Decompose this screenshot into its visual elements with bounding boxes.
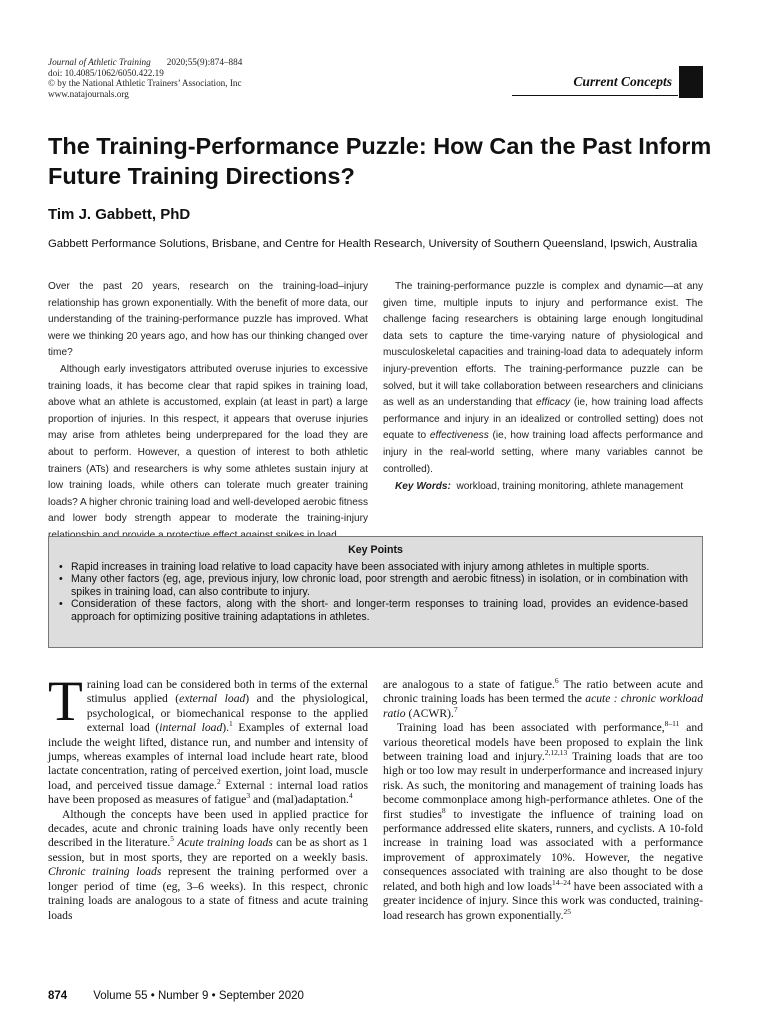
- key-point-item: • Rapid increases in training load relative to load capacity have been associated with injury among athletes in multiple sports.: [71, 561, 688, 574]
- key-points-box: [48, 536, 703, 648]
- abstract-paragraph: Although early investigators attributed overuse injuries to excessive training loads, it has become clear that rapid spikes in training load, above what an athlete is accustomed, explain (at least in part) a large proportion of injuries. In this respect, it appears that overuse injuries may arise from athletes being underprepared for the load they are about to perform. However, a question of interest to both athletic trainers (ATs) and researchers is why some athletes sustain injury at low training loads, while others can tolerate much greater training loads? A higher chronic training load and well-developed aerobic fitness and lower body strength appear to moderate the training-injury: [48, 363, 368, 525]
- key-point-item: • Consideration of these factors, along with the short- and longer-term responses to training load, provides an evidence-based approach for optimizing positive training adaptations in athletes.: [71, 598, 688, 623]
- author-name: Tim J. Gabbett, PhD: [48, 206, 191, 223]
- copyright: © by the National Athletic Trainers’ Association, Inc: [48, 78, 242, 89]
- issue-info: Volume 55 • Number 9 • September 2020: [93, 990, 304, 1002]
- body-paragraph: Although the concepts have been used in applied practice for decades, acute and chronic training loads have only recently been described in the literature.$^5$ Acute training loads can be as short as 1 session, but in most sports, they are reported on a weekly basis. Chronic training loads represent the training performed over a longer period of time (eg, 3–6 weeks). In this respect, chronic training loads are analogous to a state of fitness and acute training loads: [48, 807, 368, 922]
- keywords-label: Key Words:: [395, 481, 451, 493]
- doi: doi: 10.4085/1062/6050.422.19: [48, 67, 164, 78]
- body-right-column: [383, 678, 703, 923]
- key-points-heading: Key Points: [348, 544, 403, 556]
- abstract-right-column: [383, 279, 703, 496]
- key-points-list: [49, 561, 702, 624]
- keywords: [383, 479, 703, 496]
- section-label: Current Concepts: [573, 74, 672, 89]
- citation: 2020;55(9):874–884: [166, 57, 243, 67]
- abstract-paragraph: The training-performance puzzle is complex and dynamic—at any given time, multiple inputs to injury and performance exist. The challenge facing researchers is obtaining large enough longitudinal data sets to capture the time-varying nature of physiological and musculoskeletal capacities and training-load data to adequately inform injury-prevention efforts. The training-performance puzzle can be solved, but it will take collaboration between researchers and clinicians as well as an understanding that efficacy (ie, how training load affects performance and injury in an idealized or controlled setting) does not equate to effectiveness (ie, how training load affects performance and injury in the real-world setting, where many variables cannot be controlled).: [383, 281, 704, 475]
- section-rule: [512, 95, 678, 96]
- abstract-left-column: [48, 279, 368, 545]
- affiliation: Gabbett Performance Solutions, Brisbane, and Centre for Health Research, University of Southern Queensland, Ipswich, Australia: [48, 238, 698, 250]
- body-paragraph: are analogous to a state of fatigue.$^6$ The ratio between acute and chronic training loads has been termed the acute : chronic workload ratio (ACWR).$^7$: [383, 676, 703, 720]
- page-number: 874: [48, 990, 68, 1002]
- effectiveness-term: effectiveness: [429, 430, 489, 442]
- article-title: The Training-Performance Puzzle: How Can the Past Inform Future Training Directions?: [48, 133, 712, 189]
- body-left-column: [48, 670, 369, 923]
- section-block: [679, 66, 703, 98]
- efficacy-term: efficacy: [535, 397, 571, 409]
- body-paragraph: Training load has been associated with performance,$^{8-11}$ and various theoretical models have been proposed to explain the link between training load and injury.$^{2,12,13}$ Training loads that are too high or too low may result in underperformance and increased injury risk. As such, the monitoring and management of training loads has become commonplace among high-performance athletes. One of the first studies$^8$ to investigate the influence of training load on performance addressed elite skaters, runners, and cyclists. A 10-fold increase in training load was associated with a performance improvement of approximately 10%. However, the negative consequences associated with training are also thought to be dose related, and both high and low loads$^{14-24}$ have been associated with a greater incidence of injury. Since this work was conducted, training-load research has grown exponentially.$^{25}$: [383, 719, 704, 922]
- journal-metadata: [48, 57, 242, 99]
- drop-cap: T: [48, 670, 83, 733]
- website: www.natajournals.org: [48, 88, 129, 99]
- key-point-item: • Many other factors (eg, age, previous injury, low chronic load, poor strength and aerobic fitness) in isolation, or in combination with spikes in training load, can also contribute to injury.: [71, 573, 688, 598]
- body-paragraph: Training load can be considered both in terms of the external stimulus applied (external load) and the physiological, psychological, or biomechanical response to the applied external load (internal load).$^1$ Examples of external load include the weight lifted, distance run, and number and intensity of jumps, whereas examples of internal load include heart rate, blood lactate concentration, rating of perceived exertion, joint load, muscle load, and perceived tissue damage.$^2$ External : internal load ratios have been proposed as measures of fatigue$^3$ and (mal)adaptation.$^4$: [48, 670, 369, 807]
- journal-name: Journal of Athletic Training: [48, 57, 151, 67]
- page-footer: [48, 990, 304, 1002]
- abstract-paragraph: Over the past 20 years, research on the training-load–injury relationship has grown exponentially. With the benefit of more data, our understanding of the training-performance puzzle has improved. What were we thinking 20 years ago, and how has our thinking changed over time?: [48, 281, 368, 359]
- keywords-text: workload, training monitoring, athlete management: [456, 481, 684, 493]
